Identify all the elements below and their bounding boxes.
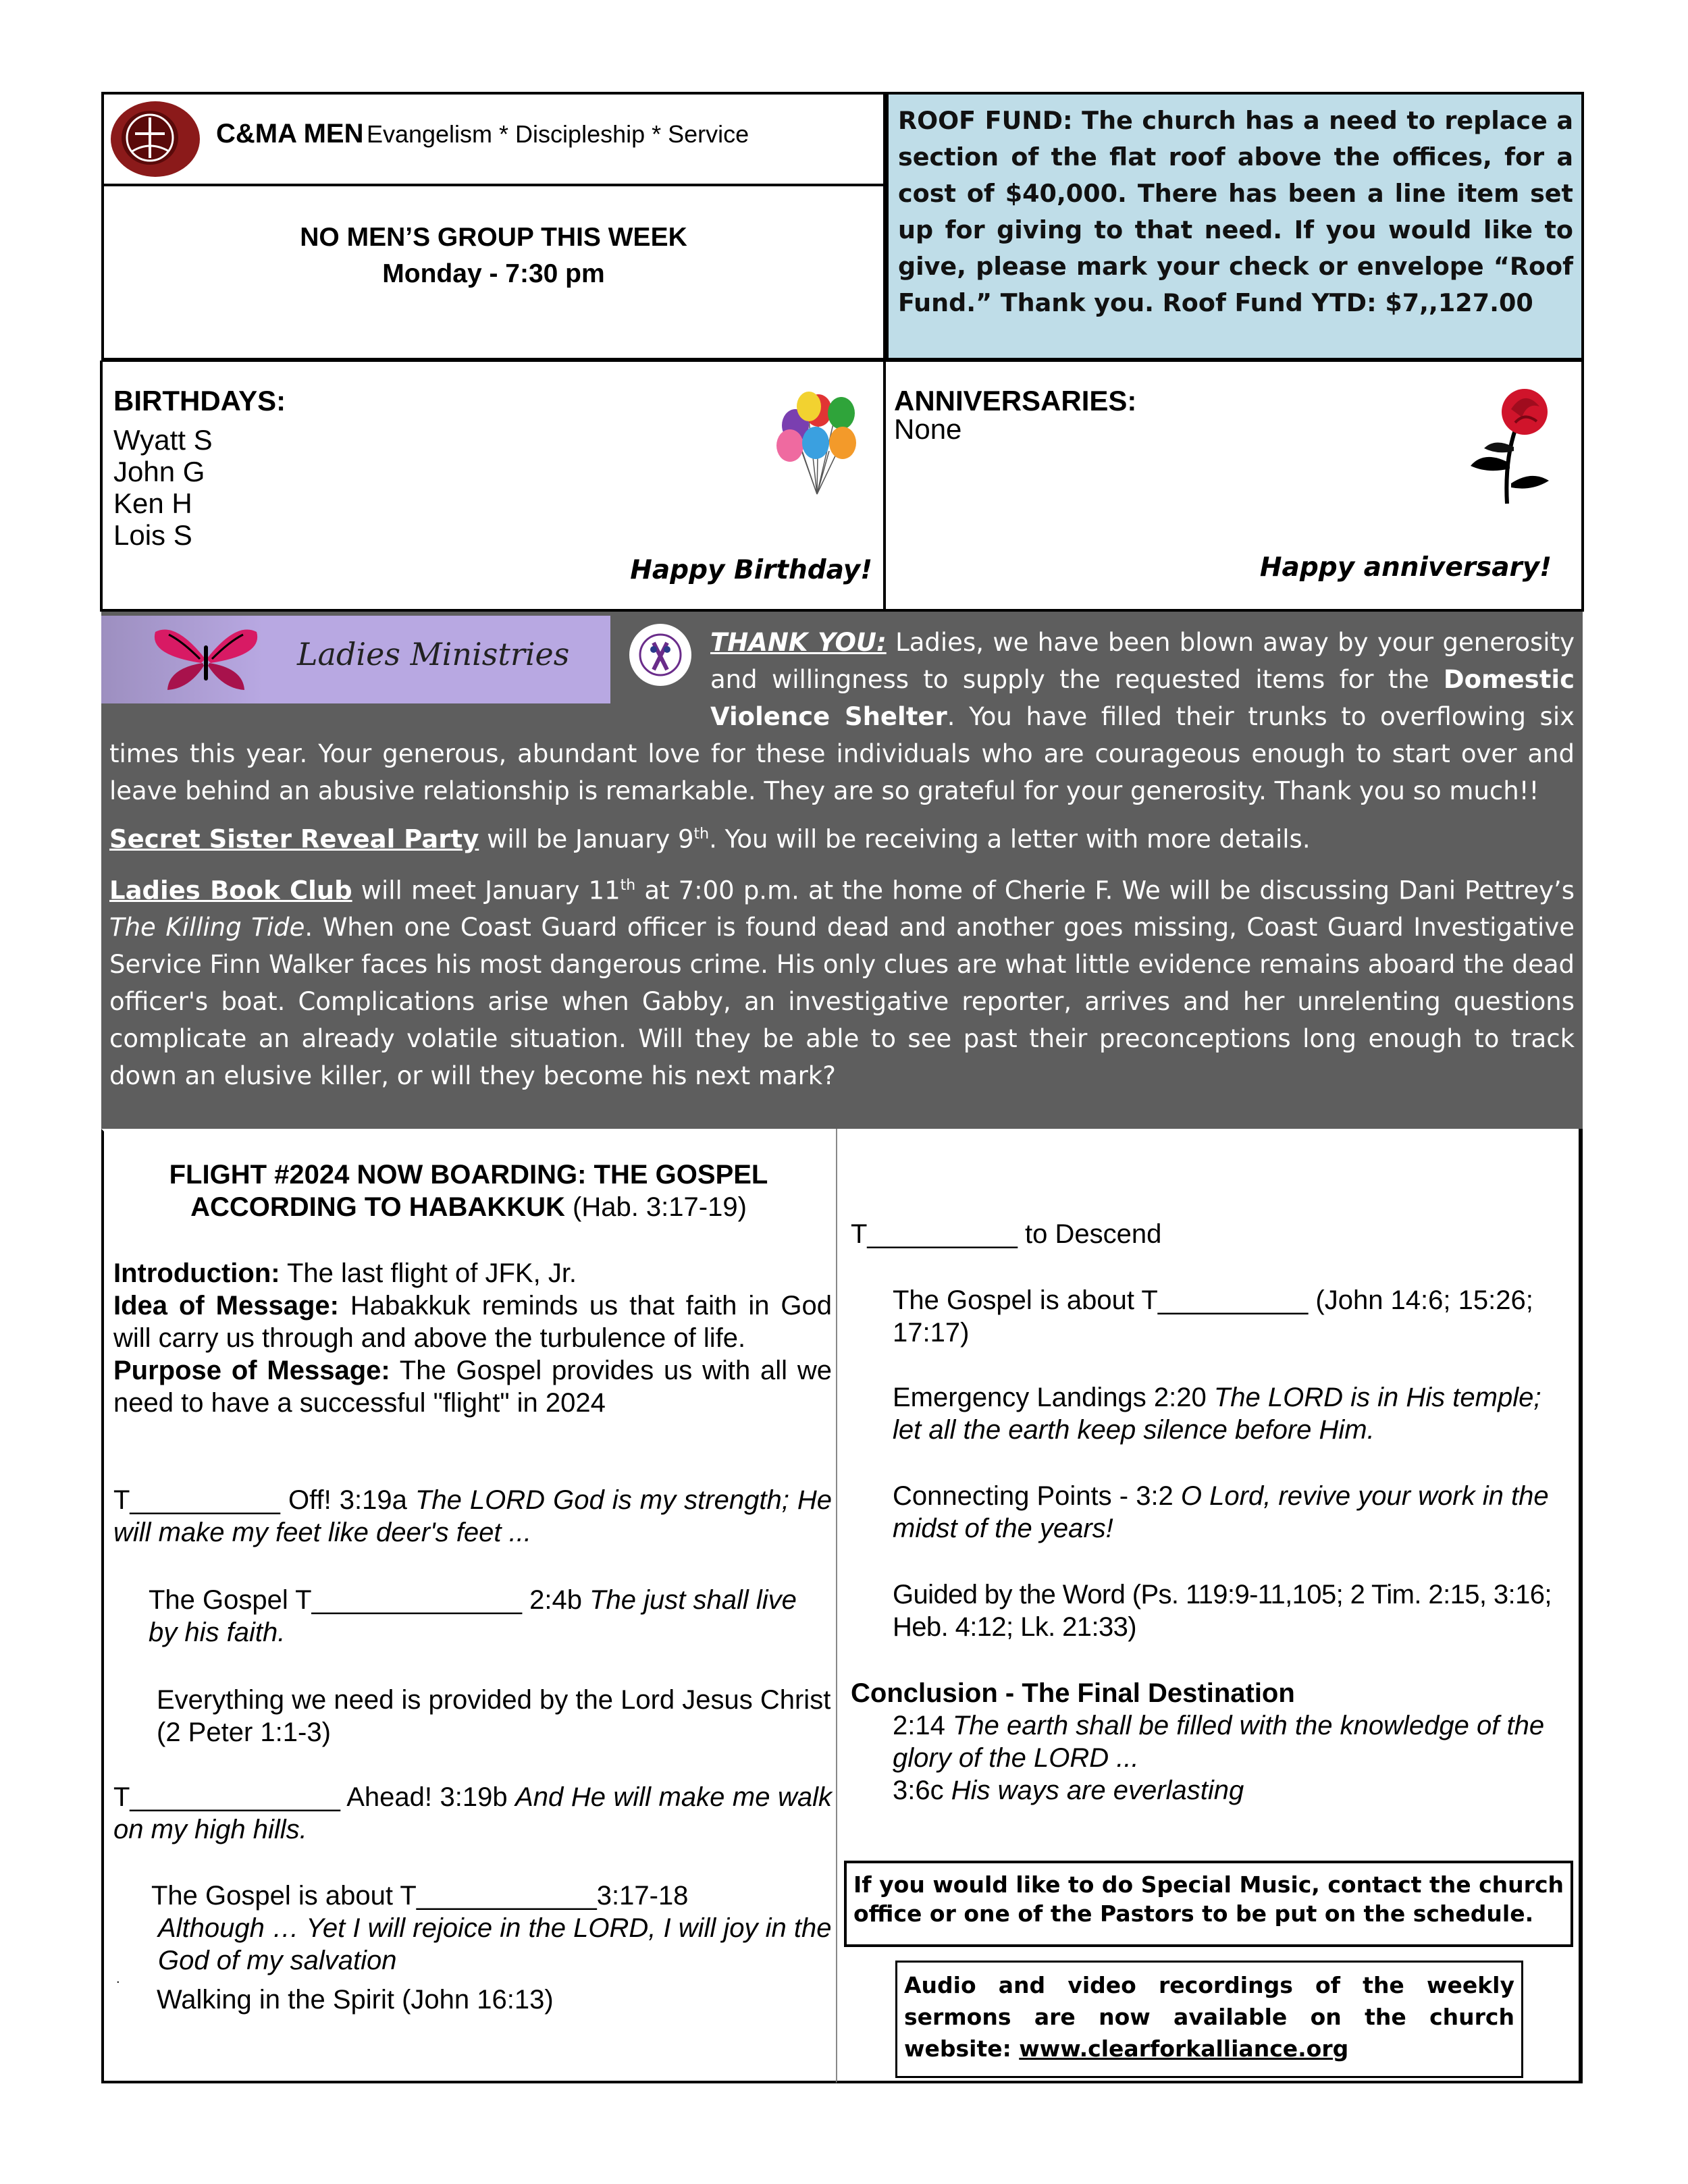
sermon-title-ref: (Hab. 3:17-19)	[573, 1192, 747, 1222]
book-club-sup: th	[620, 877, 636, 894]
secret-sister-line	[109, 816, 1575, 857]
audio-video-copy: Audio and video recordings of the weekly sermons are now available on the church website:	[904, 1972, 1514, 2062]
anniversaries-box	[886, 361, 1584, 612]
point-1-heading	[113, 1484, 832, 1549]
purpose-text: The Gospel provides us with all we need to have a successful "flight" in 2024	[113, 1356, 832, 1418]
cma-logo	[108, 97, 203, 181]
men-header-box	[101, 92, 886, 186]
roof-fund-box	[886, 92, 1584, 361]
anniversaries-heading: ANNIVERSARIES:	[894, 385, 1137, 417]
point-2a	[151, 1880, 833, 1977]
point-2-title: T______________ Ahead! 3:19b	[113, 1782, 516, 1812]
book-club-paragraph	[109, 867, 1575, 1094]
book-club-text-a: will meet January 11	[352, 876, 621, 905]
point-2a-text: The Gospel is about T____________3:17-18	[151, 1881, 689, 1911]
men-tagline: Evangelism * Discipleship * Service	[366, 120, 749, 148]
birthday-name: Wyatt S	[113, 424, 213, 456]
idea-label: Idea of Message:	[113, 1291, 339, 1321]
thank-you-text-a: Ladies, we have been blown away by your generosity and willingness to supply the requested items for the	[710, 628, 1575, 694]
point-3b-verse: The LORD is in His temple; let all the earth keep silence before Him.	[893, 1383, 1541, 1445]
point-3-heading: T__________ to Descend	[851, 1219, 1162, 1249]
secret-sister-label: Secret Sister Reveal Party	[109, 824, 479, 854]
happy-birthday: Happy Birthday!	[630, 555, 872, 585]
point-3d: Guided by the Word (Ps. 119:9-11,105; 2 Tim. 2:15, 3:16; Heb. 4:12; Lk. 21:33)	[893, 1580, 1552, 1642]
birthdays-box	[100, 361, 886, 612]
book-title: The Killing Tide	[109, 913, 305, 942]
point-1a	[149, 1584, 824, 1649]
point-1-verse: The LORD God is my strength; He will make my feet like deer's feet ...	[113, 1485, 833, 1547]
anniversaries-body: None	[894, 413, 962, 445]
secret-sister-text-b: . You will be receiving a letter with more details.	[709, 824, 1311, 854]
sermon-outline-left	[101, 1129, 836, 2083]
sermon-title-block	[131, 1158, 806, 1223]
birthday-list	[113, 424, 213, 551]
book-club-text-c: . When one Coast Guard officer is found dead and another goes missing, Coast Guard Investigative Service Finn Walker faces his most dangerous crime. His only clues are what little evidence remains aboard the dead officer's boat. Complications arise when Gabby, an investigative reporter, arrives and her unrelenting questions complicate an already volatile situation. Will they be able to see past their preconceptions long enough to track down an elusive killer, or will they become his next mark?	[109, 913, 1575, 1091]
balloons-icon	[775, 386, 863, 501]
sermon-title: FLIGHT #2024 NOW BOARDING: THE GOSPEL ACCORDING TO HABAKKUK	[169, 1160, 768, 1222]
birthdays-heading: BIRTHDAYS:	[113, 385, 286, 417]
point-3c-verse: O Lord, revive your work in the midst of the years!	[893, 1481, 1549, 1543]
domestic-violence-shelter: Domestic Violence Shelter	[710, 665, 1575, 731]
roof-fund-text: ROOF FUND: The church has a need to replace a section of the flat roof above the offices, for a cost of $40,000. There has been a line item set up for giving to that need. If you would like to give, please mark your check or envelope “Roof Fund.” Thank you. Roof Fund YTD: $7,,127.00	[898, 106, 1573, 317]
conclusion-2-ref: 3:6c	[893, 1776, 951, 1805]
point-1a-text: The Gospel T______________ 2:4b	[149, 1585, 590, 1615]
website-link[interactable]: www.clearforkalliance.org	[1019, 2035, 1349, 2062]
conclusion-1	[893, 1709, 1561, 1774]
sermon-intro-block	[113, 1257, 832, 1419]
special-music-text: If you would like to do Special Music, contact the church office or one of the Pastors to be put on the schedule.	[853, 1871, 1564, 1927]
men-line2: Monday - 7:30 pm	[382, 259, 605, 288]
point-2b: Walking in the Spirit (John 16:13)	[157, 1985, 554, 2015]
ladies-banner-title: Ladies Ministries	[297, 636, 570, 672]
book-club-text-b: at 7:00 p.m. at the home of Cherie F. We will be discussing Dani Pettrey’s	[635, 876, 1575, 905]
point-3c	[893, 1480, 1561, 1545]
cma-logo-icon	[108, 97, 203, 181]
audio-video-notice	[895, 1961, 1523, 2078]
point-1-title: T__________ Off! 3:19a	[113, 1485, 415, 1515]
sermon-outline-right	[836, 1129, 1583, 2083]
birthday-name: Lois S	[113, 519, 192, 551]
idea-text: Habakkuk reminds us that faith in God will carry us through and above the turbulence of life.	[113, 1291, 832, 1353]
point-2-heading	[113, 1781, 832, 1846]
men-line1: NO MEN’S GROUP THIS WEEK	[300, 223, 687, 252]
conclusion-1-verse: The earth shall be filled with the knowledge of the glory of the LORD ...	[893, 1711, 1545, 1773]
point-2-verse: And He will make me walk on my high hills.	[113, 1782, 832, 1844]
special-music-notice	[844, 1861, 1573, 1947]
men-title: C&MA MEN	[216, 119, 364, 149]
thank-you-label: THANK YOU:	[710, 628, 887, 657]
birthday-name: John G	[113, 456, 205, 487]
secret-sister-text-a: will be January 9	[479, 824, 694, 854]
intro-text: The last flight of JFK, Jr.	[280, 1258, 577, 1288]
purpose-label: Purpose of Message:	[113, 1356, 390, 1385]
happy-anniversary: Happy anniversary!	[1259, 552, 1552, 583]
point-3b	[893, 1381, 1561, 1446]
men-group-box	[101, 186, 886, 361]
birthday-name: Ken H	[113, 487, 192, 519]
point-2a-verse: Although … Yet I will rejoice in the LORD, I will joy in the God of my salvation	[158, 1913, 832, 1975]
conclusion-1-ref: 2:14	[893, 1711, 953, 1740]
rose-icon	[1457, 382, 1565, 508]
conclusion-2-verse: His ways are everlasting	[951, 1776, 1244, 1805]
audio-video-text	[904, 1969, 1514, 2065]
book-club-label: Ladies Book Club	[109, 876, 352, 905]
ladies-thank-you	[109, 624, 1575, 809]
stray-dot: .	[116, 1971, 120, 1986]
secret-sister-sup: th	[693, 826, 710, 843]
conclusion-heading: Conclusion - The Final Destination	[851, 1678, 1295, 1708]
point-3b-text: Emergency Landings 2:20	[893, 1383, 1214, 1412]
conclusion-2	[893, 1774, 1561, 1807]
point-1a-verse: The just shall live by his faith.	[149, 1585, 797, 1647]
point-3a: The Gospel is about T__________ (John 14:6; 15:26; 17:17)	[893, 1285, 1533, 1348]
ladies-ministries-section	[101, 612, 1583, 1129]
thank-you-text-b: . You have filled their trunks to overflowing six times this year. Your generous, abundant love for these individuals who are courageous enough to start over and leave behind an abusive relationship is remarkable. They are so grateful for your generosity. Thank you so much!!	[109, 702, 1575, 805]
point-3c-text: Connecting Points - 3:2	[893, 1481, 1181, 1511]
intro-label: Introduction:	[113, 1258, 280, 1288]
point-1b: Everything we need is provided by the Lord Jesus Christ (2 Peter 1:1-3)	[157, 1685, 831, 1747]
